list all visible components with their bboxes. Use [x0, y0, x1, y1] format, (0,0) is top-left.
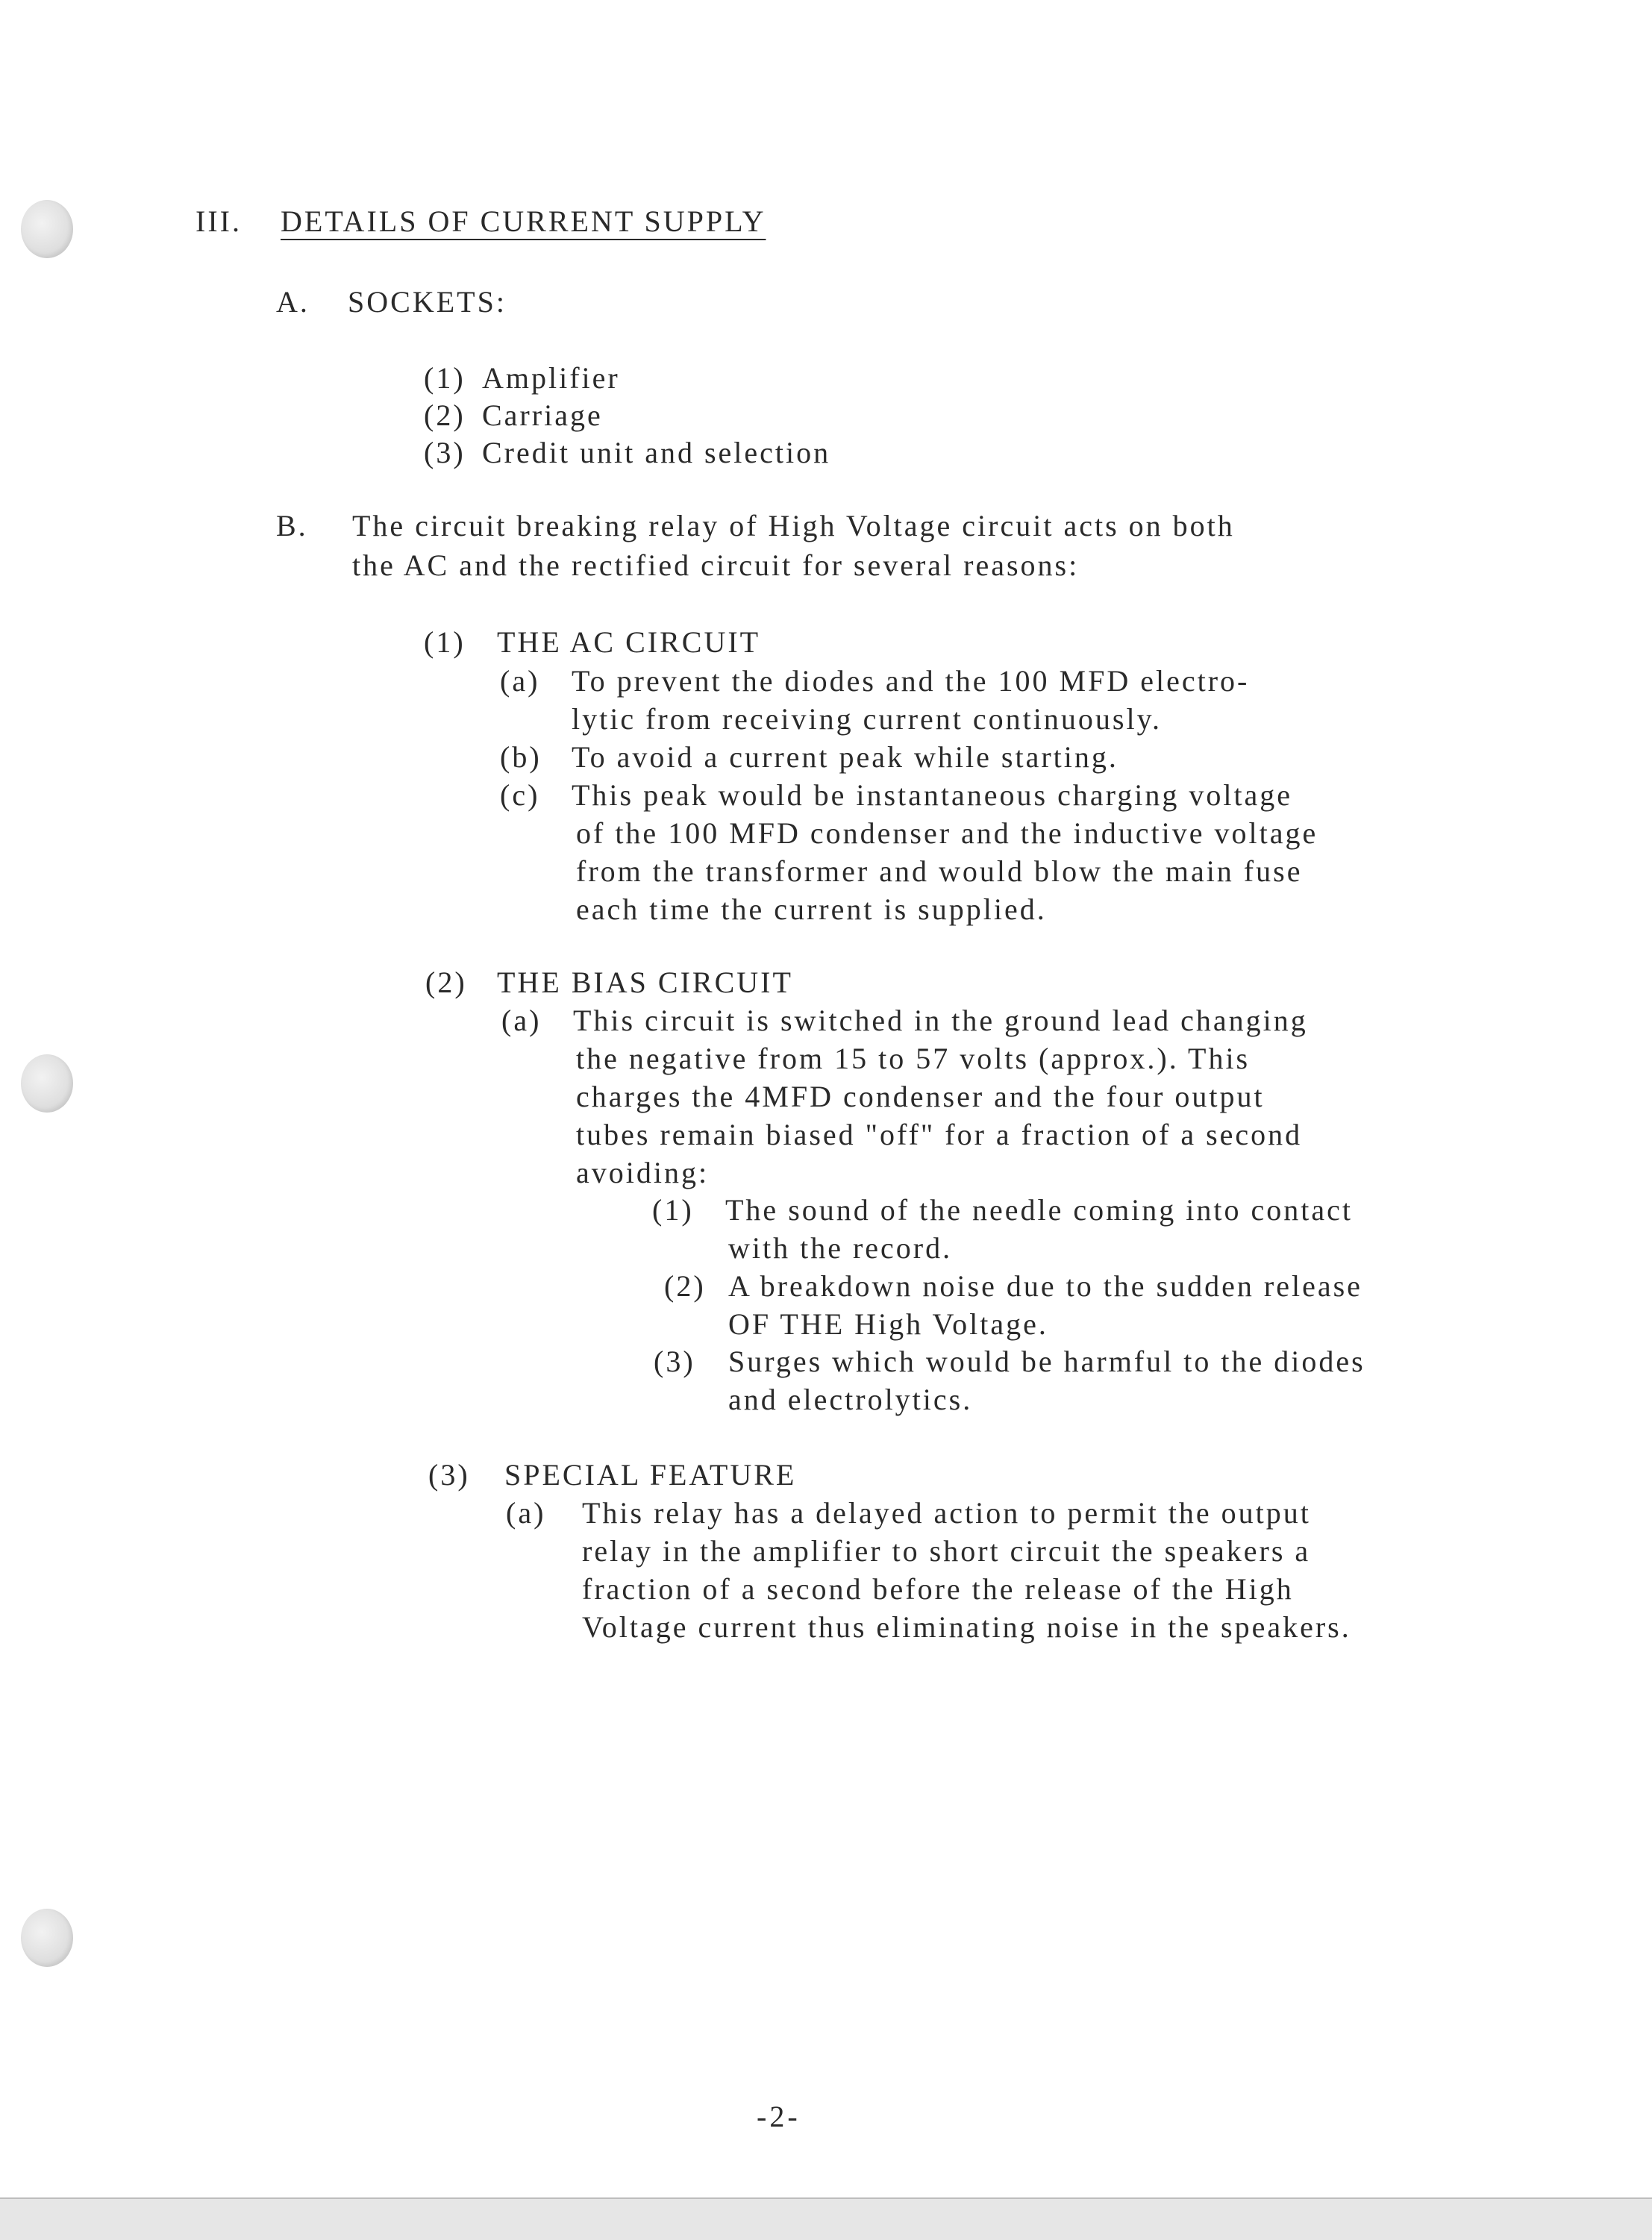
ac-item-line: from the transformer and would blow the main fuse: [576, 854, 1303, 888]
bias-subitem-number: (3): [654, 1345, 695, 1378]
socket-item-text: Carriage: [482, 398, 603, 432]
ac-item-letter: (b): [500, 740, 542, 774]
special-feature-number: (3): [428, 1458, 470, 1492]
special-item-line: fraction of a second before the release of the High: [582, 1572, 1294, 1606]
scan-bottom-edge: [0, 2197, 1652, 2240]
part-a-heading: SOCKETS:: [348, 285, 507, 319]
ac-item-line: To avoid a current peak while starting.: [572, 740, 1118, 774]
bias-subitem-number: (1): [652, 1193, 694, 1227]
ac-item-line: each time the current is supplied.: [576, 892, 1047, 926]
special-feature-heading: SPECIAL FEATURE: [504, 1458, 797, 1492]
part-a-label: A.: [276, 285, 310, 319]
bias-subitem-line: Surges which would be harmful to the diodes: [728, 1345, 1365, 1378]
punch-hole: [21, 1054, 73, 1113]
ac-item-letter: (a): [500, 664, 540, 698]
socket-item-text: Credit unit and selection: [482, 436, 831, 469]
bias-subitem-number: (2): [664, 1269, 706, 1303]
socket-item-number: (2): [424, 398, 466, 432]
ac-item-line: This peak would be instantaneous charging voltage: [572, 778, 1293, 812]
bias-item-letter: (a): [501, 1004, 542, 1037]
bias-subitem-line: and electrolytics.: [728, 1383, 973, 1416]
special-item-line: relay in the amplifier to short circuit the speakers a: [582, 1534, 1311, 1568]
bias-subitem-line: OF THE High Voltage.: [728, 1307, 1048, 1341]
section-title: DETAILS OF CURRENT SUPPLY: [281, 204, 766, 238]
bias-subitem-line: A breakdown noise due to the sudden release: [728, 1269, 1362, 1303]
ac-item-line: of the 100 MFD condenser and the inductive voltage: [576, 816, 1318, 850]
special-item-letter: (a): [506, 1496, 546, 1530]
page-number: -2-: [757, 2100, 801, 2133]
special-item-line: This relay has a delayed action to permit the output: [582, 1496, 1311, 1530]
part-b-intro-line: The circuit breaking relay of High Voltage circuit acts on both: [352, 509, 1235, 542]
punch-hole: [21, 1909, 73, 1967]
socket-item-number: (3): [424, 436, 466, 469]
part-b-intro-line: the AC and the rectified circuit for several reasons:: [352, 548, 1080, 582]
bias-item-line: the negative from 15 to 57 volts (approx.). This: [576, 1042, 1251, 1075]
ac-circuit-number: (1): [424, 625, 466, 659]
section-numeral: III.: [195, 204, 242, 238]
socket-item-number: (1): [424, 361, 466, 395]
part-b-label: B.: [276, 509, 308, 542]
socket-item-text: Amplifier: [482, 361, 620, 395]
bias-circuit-number: (2): [425, 966, 467, 999]
bias-circuit-heading: THE BIAS CIRCUIT: [497, 966, 793, 999]
special-item-line: Voltage current thus eliminating noise in the speakers.: [582, 1610, 1351, 1644]
ac-item-line: lytic from receiving current continuously.: [572, 702, 1162, 736]
bias-item-line: charges the 4MFD condenser and the four output: [576, 1080, 1265, 1113]
punch-hole: [21, 200, 73, 258]
ac-item-letter: (c): [500, 778, 540, 812]
bias-subitem-line: with the record.: [728, 1231, 953, 1265]
ac-item-line: To prevent the diodes and the 100 MFD electro-: [572, 664, 1250, 698]
bias-item-line: This circuit is switched in the ground lead changing: [573, 1004, 1308, 1037]
bias-subitem-line: The sound of the needle coming into contact: [725, 1193, 1354, 1227]
bias-item-line: tubes remain biased "off" for a fraction of a second: [576, 1118, 1303, 1151]
ac-circuit-heading: THE AC CIRCUIT: [497, 625, 761, 659]
bias-item-line: avoiding:: [576, 1156, 710, 1189]
